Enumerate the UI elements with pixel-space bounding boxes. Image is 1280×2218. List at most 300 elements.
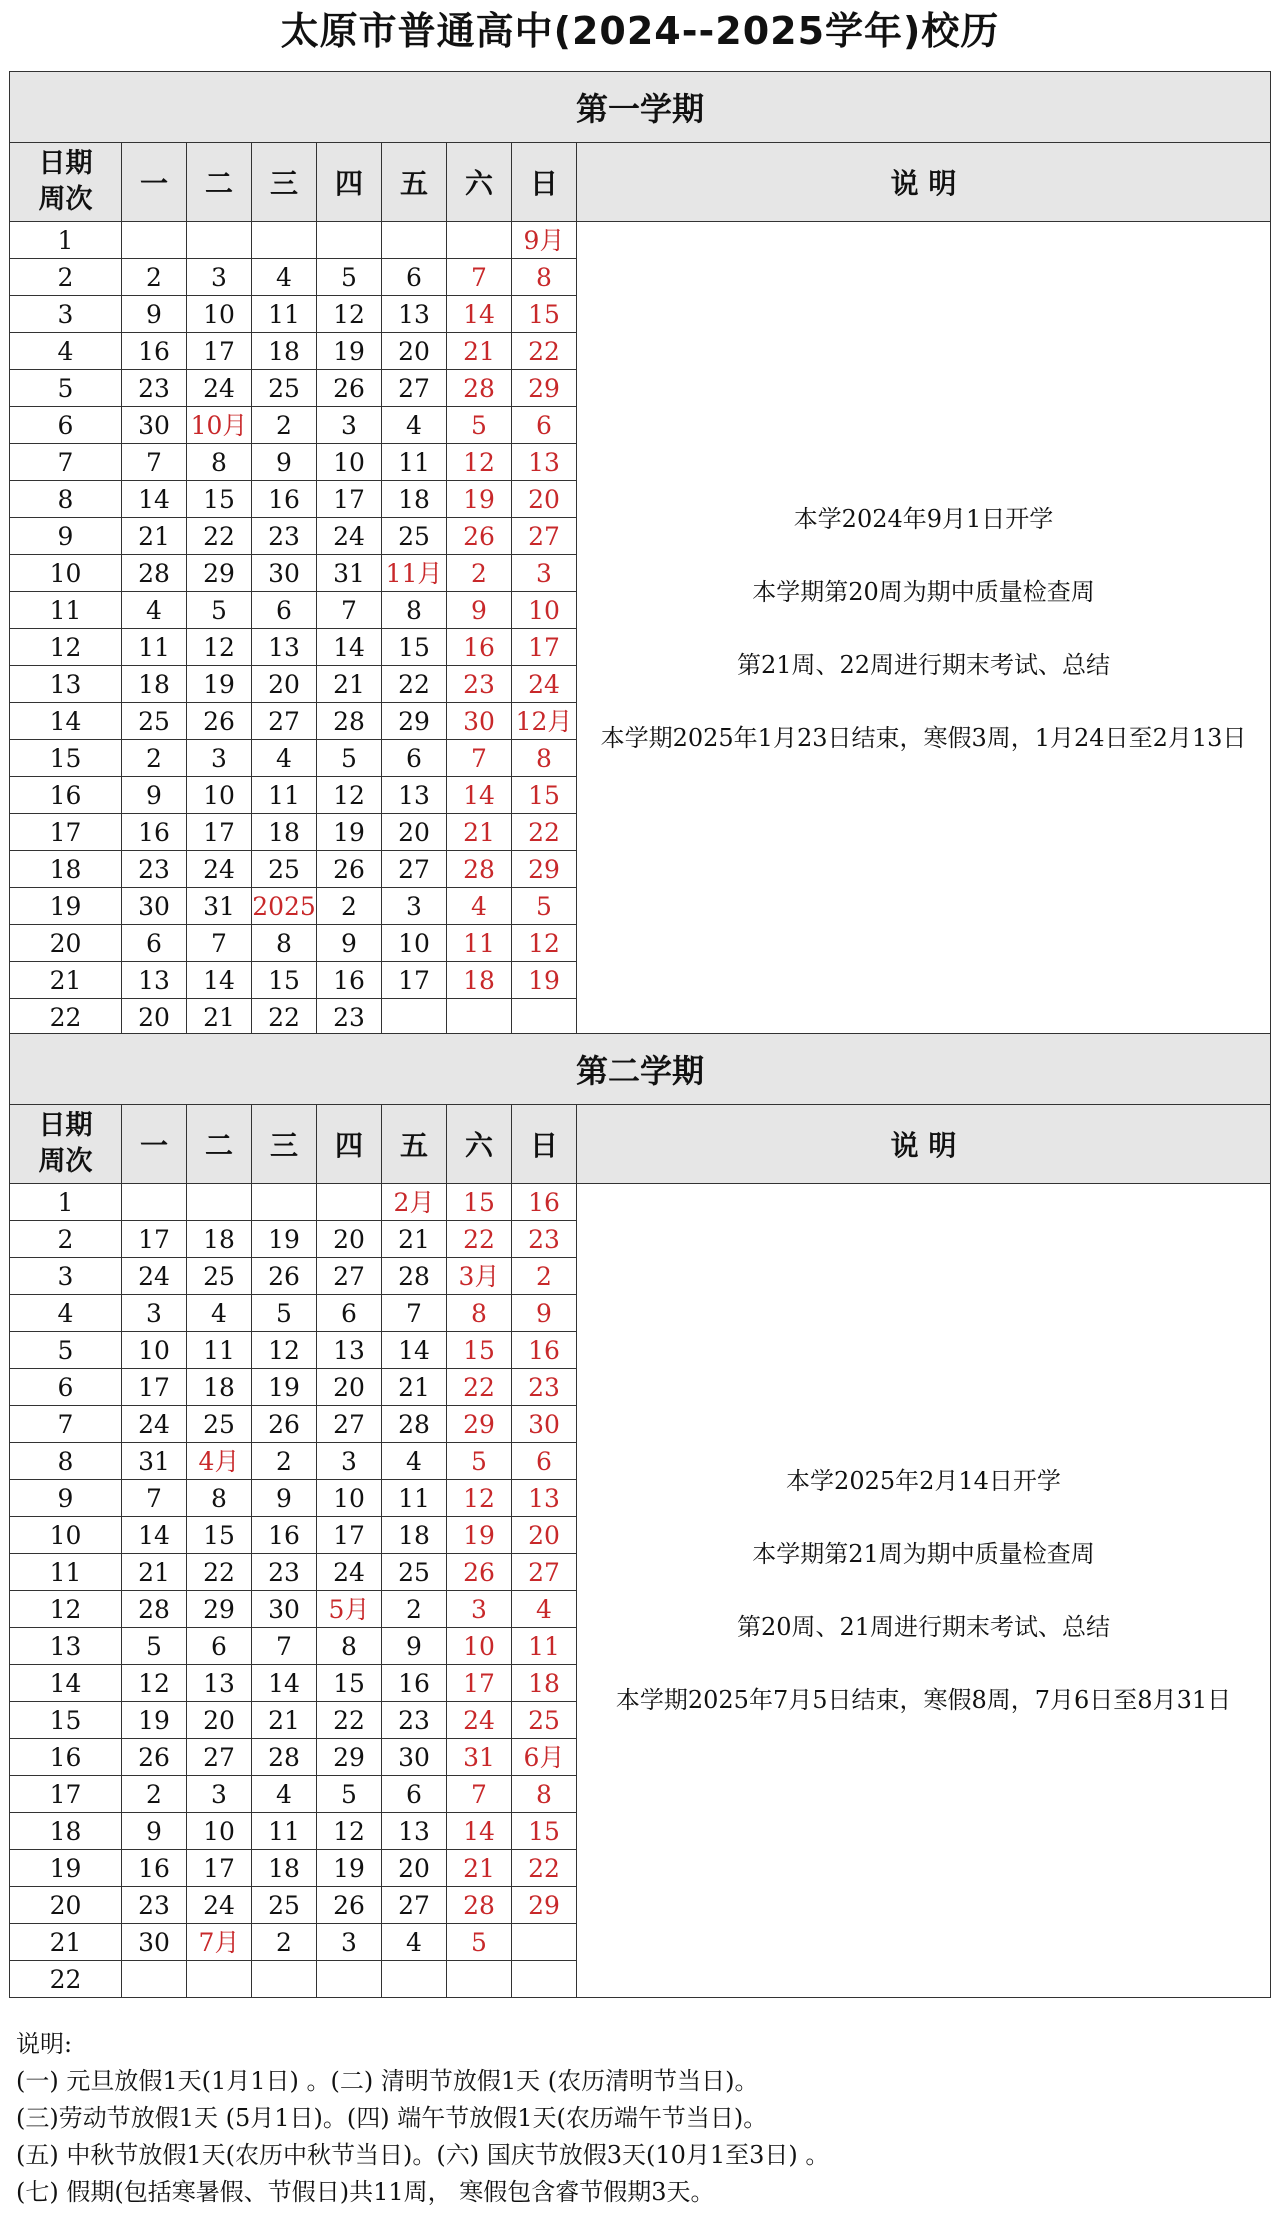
day-cell: 15 [512,777,577,814]
day-cell: 2 [122,259,187,296]
day-cell: 17 [512,629,577,666]
day-cell: 19 [317,1850,382,1887]
day-cell [187,1184,252,1221]
day-cell: 10 [122,1332,187,1369]
day-cell: 18 [252,1850,317,1887]
day-cell: 6 [187,1628,252,1665]
day-cell: 26 [187,703,252,740]
week-number: 11 [10,1554,122,1591]
day-cell: 25 [252,851,317,888]
footnote-line: (五) 中秋节放假1天(农历中秋节当日)。(六) 国庆节放假3天(10月1至3日) 。 [16,2141,830,2169]
day-cell: 25 [382,1554,447,1591]
day-cell: 21 [122,1554,187,1591]
weekday-header: 六 [447,143,512,222]
day-cell: 3 [317,407,382,444]
day-cell: 15 [317,1665,382,1702]
day-cell: 19 [512,962,577,999]
day-cell: 13 [252,629,317,666]
day-cell: 28 [382,1258,447,1295]
day-cell: 6月 [512,1739,577,1776]
day-cell [317,222,382,259]
day-cell: 3 [512,555,577,592]
week-number: 14 [10,1665,122,1702]
week-number: 22 [10,999,122,1036]
day-cell: 18 [187,1221,252,1258]
day-cell: 25 [382,518,447,555]
week-number: 11 [10,592,122,629]
week-number: 20 [10,1887,122,1924]
day-cell: 16 [382,1665,447,1702]
day-cell: 22 [447,1369,512,1406]
day-cell: 31 [317,555,382,592]
day-cell: 28 [447,851,512,888]
week-number: 21 [10,962,122,999]
day-cell: 10 [317,1480,382,1517]
week-number: 2 [10,1221,122,1258]
week-number: 10 [10,555,122,592]
weekday-header: 一 [122,143,187,222]
term-note: 本学期第21周为期中质量检查周 [752,1540,1095,1568]
day-cell: 26 [122,1739,187,1776]
day-cell [187,222,252,259]
day-cell: 2 [512,1258,577,1295]
week-row [10,222,1271,259]
day-cell: 22 [187,518,252,555]
day-cell: 13 [382,777,447,814]
day-cell: 29 [187,555,252,592]
week-number: 15 [10,1702,122,1739]
week-number: 16 [10,1739,122,1776]
day-cell: 24 [512,666,577,703]
week-number: 5 [10,370,122,407]
day-cell: 19 [122,1702,187,1739]
day-cell: 17 [122,1369,187,1406]
day-cell [187,1961,252,1998]
day-cell: 8 [382,592,447,629]
header-date-label: 日期 [38,1110,93,1141]
day-cell: 10 [187,296,252,333]
term-title-row [10,1034,1271,1105]
day-cell: 9月 [512,222,577,259]
day-cell: 13 [512,444,577,481]
day-cell: 29 [187,1591,252,1628]
day-cell: 18 [252,814,317,851]
day-cell: 19 [317,333,382,370]
day-cell: 26 [317,851,382,888]
day-cell: 24 [187,370,252,407]
day-cell: 25 [512,1702,577,1739]
term-title: 第一学期 [10,72,1271,143]
day-cell: 21 [447,333,512,370]
day-cell: 23 [252,518,317,555]
day-cell: 10 [512,592,577,629]
day-cell: 10 [382,925,447,962]
day-cell: 7 [252,1628,317,1665]
day-cell: 5月 [317,1591,382,1628]
week-number: 7 [10,1406,122,1443]
day-cell: 16 [252,1517,317,1554]
day-cell: 5 [317,259,382,296]
day-cell: 28 [447,370,512,407]
day-cell: 28 [382,1406,447,1443]
day-cell: 12 [512,925,577,962]
term-note: 本学期2025年1月23日结束，寒假3周，1月24日至2月13日 [600,724,1247,752]
day-cell: 3 [187,259,252,296]
day-cell: 11 [187,1332,252,1369]
day-cell: 5 [317,1776,382,1813]
week-number: 4 [10,333,122,370]
day-cell: 18 [252,333,317,370]
day-cell: 27 [317,1258,382,1295]
day-cell: 22 [382,666,447,703]
week-number: 6 [10,407,122,444]
day-cell: 8 [317,1628,382,1665]
day-cell: 20 [252,666,317,703]
day-cell: 13 [512,1480,577,1517]
day-cell: 26 [317,1887,382,1924]
day-cell: 29 [317,1739,382,1776]
day-cell: 23 [512,1369,577,1406]
term-1-table [9,71,1271,1036]
day-cell: 8 [512,1776,577,1813]
day-cell: 11月 [382,555,447,592]
header-date-label: 日期 [38,148,93,179]
week-row [10,1184,1271,1221]
week-number: 8 [10,481,122,518]
day-cell [317,1961,382,1998]
day-cell: 30 [512,1406,577,1443]
day-cell: 28 [122,1591,187,1628]
day-cell: 4 [252,740,317,777]
day-cell: 30 [447,703,512,740]
day-cell: 19 [252,1369,317,1406]
term-note: 第21周、22周进行期末考试、总结 [736,651,1111,679]
week-number: 1 [10,1184,122,1221]
day-cell: 8 [512,259,577,296]
term-title-row [10,72,1271,143]
week-number: 16 [10,777,122,814]
day-cell: 22 [512,1850,577,1887]
day-cell: 10月 [187,407,252,444]
day-cell: 18 [512,1665,577,1702]
day-cell: 19 [447,481,512,518]
week-number: 9 [10,1480,122,1517]
term-note: 第20周、21周进行期末考试、总结 [736,1613,1111,1641]
day-cell: 22 [447,1221,512,1258]
day-cell: 20 [122,999,187,1036]
day-cell: 20 [382,333,447,370]
week-number: 17 [10,814,122,851]
day-cell: 27 [252,703,317,740]
day-cell: 9 [252,444,317,481]
day-cell: 3 [187,740,252,777]
day-cell: 2 [447,555,512,592]
day-cell: 7 [122,1480,187,1517]
week-number: 19 [10,1850,122,1887]
day-cell: 9 [252,1480,317,1517]
week-number: 3 [10,296,122,333]
header-week-label: 周次 [38,184,93,215]
day-cell: 4 [382,407,447,444]
footnote-line: (一) 元旦放假1天(1月1日) 。(二) 清明节放假1天 (农历清明节当日)。 [16,2067,759,2095]
day-cell: 11 [252,777,317,814]
day-cell: 8 [447,1295,512,1332]
day-cell: 14 [447,296,512,333]
day-cell: 7 [447,740,512,777]
day-cell: 24 [317,1554,382,1591]
header-week-cell [10,143,122,222]
day-cell: 12 [122,1665,187,1702]
day-cell: 14 [122,1517,187,1554]
day-cell: 16 [512,1332,577,1369]
page-title: 太原市普通高中(2024--2025学年)校历 [280,9,1000,53]
day-cell: 21 [382,1369,447,1406]
week-number: 13 [10,1628,122,1665]
day-cell: 20 [317,1221,382,1258]
week-number: 17 [10,1776,122,1813]
day-cell: 24 [447,1702,512,1739]
week-number: 13 [10,666,122,703]
day-cell [447,1961,512,1998]
day-cell: 25 [187,1406,252,1443]
day-cell: 6 [512,1443,577,1480]
day-cell: 2月 [382,1184,447,1221]
day-cell: 15 [187,1517,252,1554]
day-cell: 11 [122,629,187,666]
header-week-label: 周次 [38,1146,93,1177]
day-cell: 25 [187,1258,252,1295]
weekday-header: 六 [447,1105,512,1184]
day-cell: 9 [382,1628,447,1665]
weekday-header: 二 [187,1105,252,1184]
day-cell: 24 [122,1258,187,1295]
day-cell [252,1184,317,1221]
weekday-header: 日 [512,1105,577,1184]
day-cell: 12 [317,777,382,814]
day-cell: 9 [317,925,382,962]
term-note: 本学期2025年7月5日结束，寒假8周，7月6日至8月31日 [615,1686,1232,1714]
week-number: 15 [10,740,122,777]
day-cell: 17 [187,1850,252,1887]
day-cell: 4 [122,592,187,629]
day-cell: 21 [447,1850,512,1887]
day-cell: 23 [122,370,187,407]
day-cell: 26 [252,1406,317,1443]
day-cell: 21 [447,814,512,851]
day-cell: 5 [252,1295,317,1332]
day-cell: 17 [187,333,252,370]
day-cell: 7 [317,592,382,629]
day-cell: 11 [382,444,447,481]
day-cell: 6 [382,259,447,296]
day-cell: 14 [252,1665,317,1702]
day-cell: 20 [512,1517,577,1554]
day-cell: 10 [187,1813,252,1850]
day-cell: 12 [317,1813,382,1850]
day-cell: 7 [122,444,187,481]
day-cell: 30 [252,1591,317,1628]
day-cell: 16 [122,333,187,370]
week-number: 20 [10,925,122,962]
day-cell: 10 [447,1628,512,1665]
day-cell: 8 [187,444,252,481]
day-cell: 27 [382,370,447,407]
day-cell: 28 [317,703,382,740]
day-cell: 16 [447,629,512,666]
day-cell: 4 [512,1591,577,1628]
day-cell: 31 [447,1739,512,1776]
term-title: 第二学期 [10,1034,1271,1105]
day-cell: 14 [317,629,382,666]
day-cell: 14 [447,1813,512,1850]
weekday-header: 四 [317,143,382,222]
day-cell: 11 [447,925,512,962]
day-cell: 17 [317,1517,382,1554]
footnotes [16,2026,1266,2211]
day-cell: 15 [512,296,577,333]
week-number: 7 [10,444,122,481]
day-cell: 21 [252,1702,317,1739]
day-cell: 15 [252,962,317,999]
day-cell: 28 [447,1887,512,1924]
day-cell: 6 [122,925,187,962]
day-cell: 26 [252,1258,317,1295]
day-cell [317,1184,382,1221]
day-cell: 29 [382,703,447,740]
week-number: 4 [10,1295,122,1332]
week-number: 10 [10,1517,122,1554]
day-cell: 2 [382,1591,447,1628]
day-cell: 13 [187,1665,252,1702]
day-cell: 17 [382,962,447,999]
day-cell: 27 [187,1739,252,1776]
day-cell: 8 [252,925,317,962]
day-cell: 28 [252,1739,317,1776]
day-cell: 13 [382,1813,447,1850]
weekday-header: 四 [317,1105,382,1184]
term-note: 本学期第20周为期中质量检查周 [752,578,1095,606]
day-cell: 31 [122,1443,187,1480]
term-note: 本学2024年9月1日开学 [793,505,1054,533]
term-notes [577,1184,1271,1998]
day-cell: 29 [512,1887,577,1924]
day-cell: 14 [122,481,187,518]
week-number: 12 [10,629,122,666]
week-number: 6 [10,1369,122,1406]
day-cell: 23 [382,1702,447,1739]
day-cell [122,1184,187,1221]
day-cell: 24 [187,851,252,888]
week-number: 18 [10,1813,122,1850]
day-cell: 23 [447,666,512,703]
day-cell: 30 [122,888,187,925]
day-cell: 21 [187,999,252,1036]
day-cell: 29 [512,851,577,888]
day-cell: 11 [512,1628,577,1665]
day-cell: 24 [187,1887,252,1924]
day-cell: 22 [187,1554,252,1591]
weekday-header: 一 [122,1105,187,1184]
day-cell: 3月 [447,1258,512,1295]
day-cell: 9 [122,777,187,814]
day-cell: 25 [122,703,187,740]
day-cell: 30 [252,555,317,592]
day-cell: 3 [447,1591,512,1628]
footnote-line: (七) 假期(包括寒暑假、节假日)共11周， 寒假包含睿节假期3天。 [16,2178,715,2206]
day-cell: 7 [187,925,252,962]
week-number: 8 [10,1443,122,1480]
day-cell: 27 [382,851,447,888]
footnotes-heading: 说明: [16,2030,73,2058]
week-number: 9 [10,518,122,555]
day-cell: 8 [512,740,577,777]
day-cell: 3 [317,1924,382,1961]
day-cell: 2 [122,740,187,777]
day-cell: 14 [447,777,512,814]
day-cell: 3 [382,888,447,925]
week-number: 2 [10,259,122,296]
day-cell: 2 [122,1776,187,1813]
day-cell: 26 [317,370,382,407]
day-cell: 4 [252,1776,317,1813]
day-cell: 5 [317,740,382,777]
day-cell: 8 [187,1480,252,1517]
day-cell: 2 [252,1924,317,1961]
day-cell: 2 [317,888,382,925]
day-cell: 10 [187,777,252,814]
day-cell: 14 [187,962,252,999]
day-cell [382,999,447,1036]
day-cell: 18 [382,481,447,518]
day-cell: 16 [122,814,187,851]
weekday-header: 三 [252,143,317,222]
week-number: 18 [10,851,122,888]
day-cell: 13 [317,1332,382,1369]
day-cell: 16 [122,1850,187,1887]
day-cell: 24 [317,518,382,555]
day-cell: 9 [447,592,512,629]
day-cell: 4月 [187,1443,252,1480]
day-cell: 24 [122,1406,187,1443]
weekday-header: 三 [252,1105,317,1184]
day-cell: 6 [252,592,317,629]
day-cell: 23 [122,851,187,888]
week-number: 22 [10,1961,122,1998]
day-cell: 11 [252,1813,317,1850]
day-cell: 5 [122,1628,187,1665]
day-cell [382,1961,447,1998]
day-cell: 26 [447,518,512,555]
day-cell [512,999,577,1036]
day-cell: 7月 [187,1924,252,1961]
day-cell: 21 [317,666,382,703]
day-cell: 5 [447,1924,512,1961]
day-cell: 15 [447,1332,512,1369]
day-cell: 3 [317,1443,382,1480]
day-cell: 29 [512,370,577,407]
day-cell: 25 [252,1887,317,1924]
day-cell: 23 [252,1554,317,1591]
day-cell: 4 [382,1924,447,1961]
day-cell: 9 [122,1813,187,1850]
day-cell: 2 [252,1443,317,1480]
day-cell: 12 [447,1480,512,1517]
day-cell: 14 [382,1332,447,1369]
day-cell: 4 [252,259,317,296]
day-cell: 19 [447,1517,512,1554]
day-cell: 17 [122,1221,187,1258]
day-cell: 18 [382,1517,447,1554]
